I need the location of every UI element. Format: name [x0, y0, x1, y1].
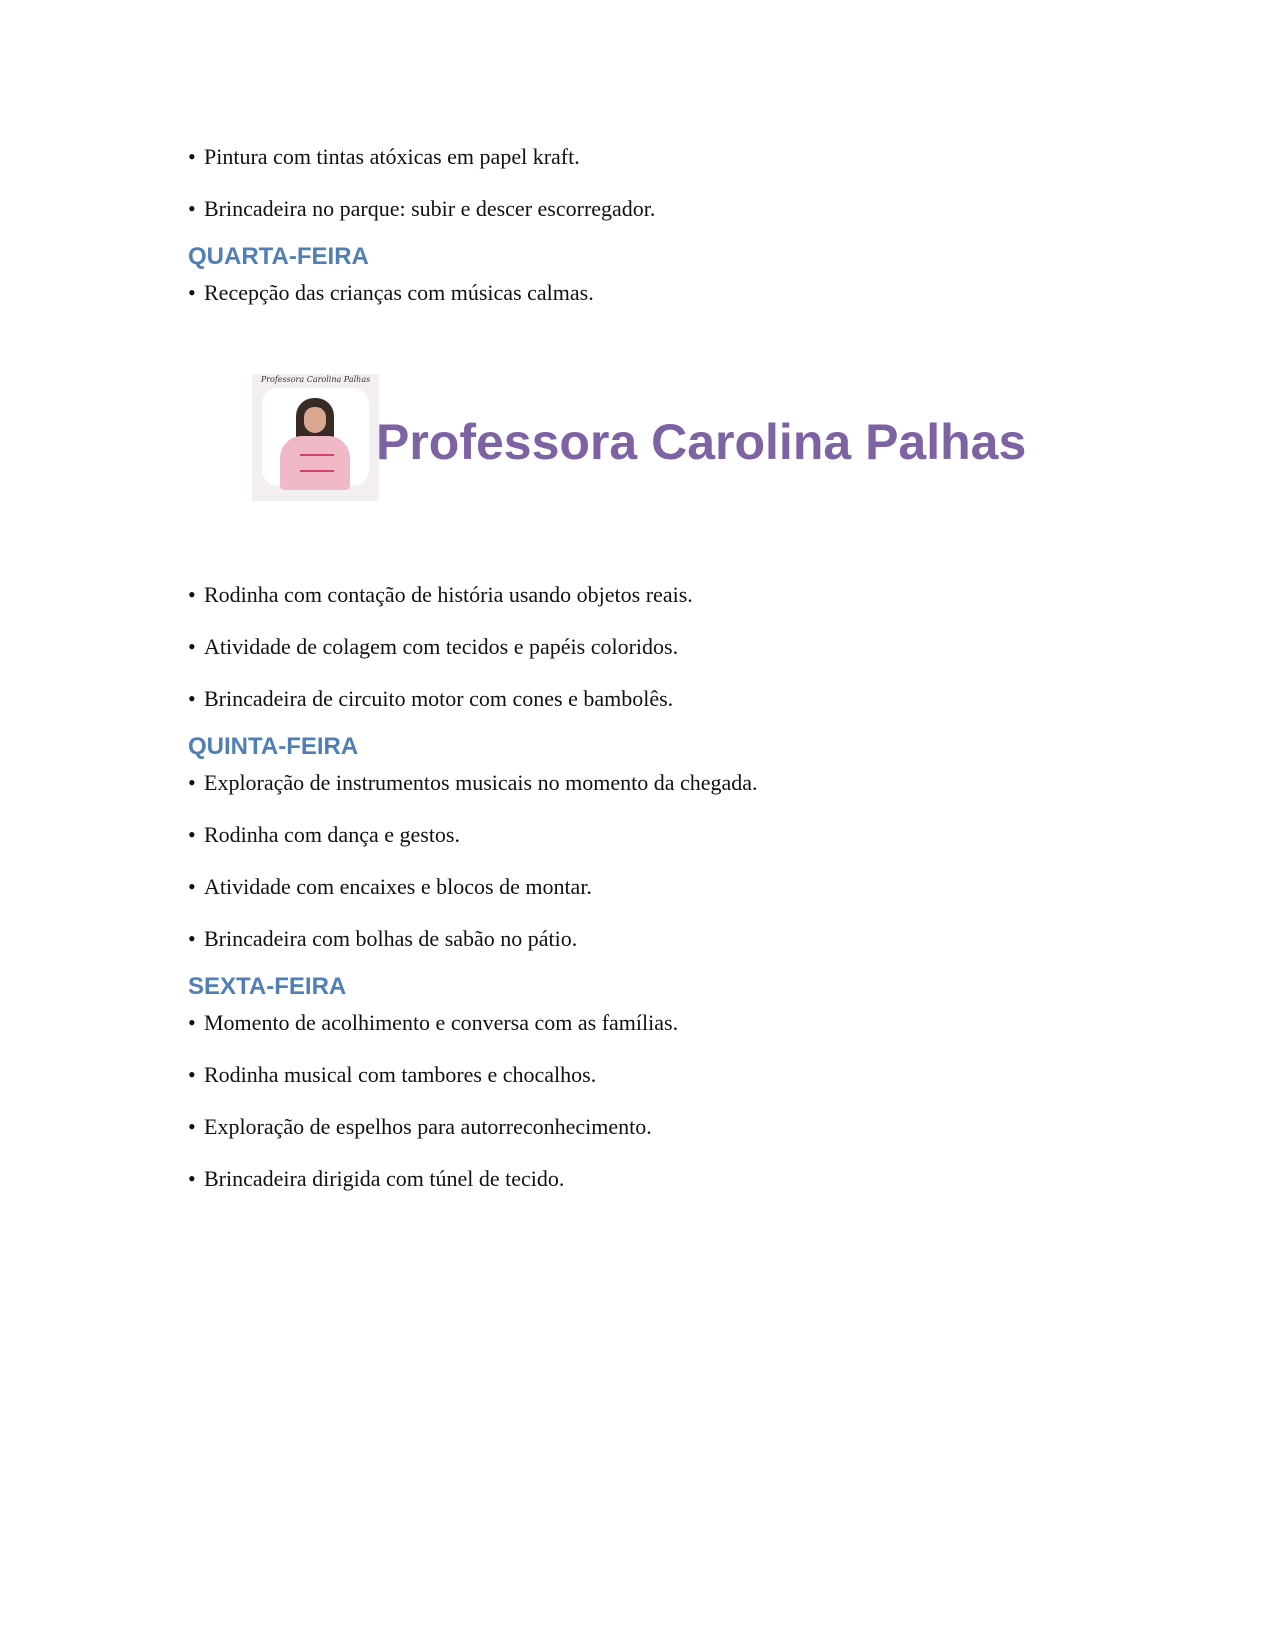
bullet: •	[188, 1062, 196, 1087]
brand-header	[188, 330, 1088, 580]
list-item	[188, 632, 1088, 662]
list-item	[188, 924, 1088, 954]
photo-shirt-print	[300, 454, 334, 472]
bullet: •	[188, 770, 196, 795]
section-heading-quarta: QUARTA-FEIRA	[188, 243, 369, 270]
list-item	[188, 142, 1088, 172]
section-heading-sexta: SEXTA-FEIRA	[188, 973, 347, 1000]
item-text: Atividade de colagem com tecidos e papéis coloridos.	[204, 634, 679, 659]
list-item	[188, 1008, 1088, 1038]
bullet: •	[188, 196, 196, 221]
bullet: •	[188, 874, 196, 899]
bullet: •	[188, 822, 196, 847]
list-item	[188, 768, 1088, 798]
bullet: •	[188, 1114, 196, 1139]
item-text: Atividade com encaixes e blocos de montar.	[204, 874, 592, 899]
bullet: •	[188, 1010, 196, 1035]
photo-face	[304, 407, 326, 433]
bullet: •	[188, 686, 196, 711]
list-item	[188, 194, 1088, 224]
brand-title: Professora Carolina Palhas	[376, 414, 1027, 470]
item-text: Rodinha com contação de história usando objetos reais.	[204, 582, 693, 607]
document-body	[188, 142, 1088, 1216]
list-item	[188, 820, 1088, 850]
bullet: •	[188, 144, 196, 169]
list-item	[188, 580, 1088, 610]
item-text: Exploração de espelhos para autorreconhecimento.	[204, 1114, 652, 1139]
bullet: •	[188, 582, 196, 607]
section-heading-quinta: QUINTA-FEIRA	[188, 733, 359, 760]
bullet: •	[188, 634, 196, 659]
item-text: Pintura com tintas atóxicas em papel kraft.	[204, 144, 580, 169]
list-item	[188, 1112, 1088, 1142]
list-item	[188, 684, 1088, 714]
item-text: Brincadeira dirigida com túnel de tecido.	[204, 1166, 565, 1191]
profile-photo	[252, 374, 379, 501]
item-text: Brincadeira no parque: subir e descer escorregador.	[204, 196, 656, 221]
list-item	[188, 872, 1088, 902]
bullet: •	[188, 280, 196, 305]
item-text: Brincadeira de circuito motor com cones e bambolês.	[204, 686, 674, 711]
item-text: Exploração de instrumentos musicais no momento da chegada.	[204, 770, 758, 795]
list-item	[188, 1164, 1088, 1194]
item-text: Brincadeira com bolhas de sabão no pátio.	[204, 926, 578, 951]
photo-caption: Professora Carolina Palhas	[260, 375, 371, 384]
list-item	[188, 278, 1088, 308]
bullet: •	[188, 1166, 196, 1191]
item-text: Rodinha musical com tambores e chocalhos.	[204, 1062, 597, 1087]
list-item	[188, 1060, 1088, 1090]
item-text: Recepção das crianças com músicas calmas.	[204, 280, 594, 305]
bullet: •	[188, 926, 196, 951]
item-text: Momento de acolhimento e conversa com as famílias.	[204, 1010, 679, 1035]
item-text: Rodinha com dança e gestos.	[204, 822, 460, 847]
